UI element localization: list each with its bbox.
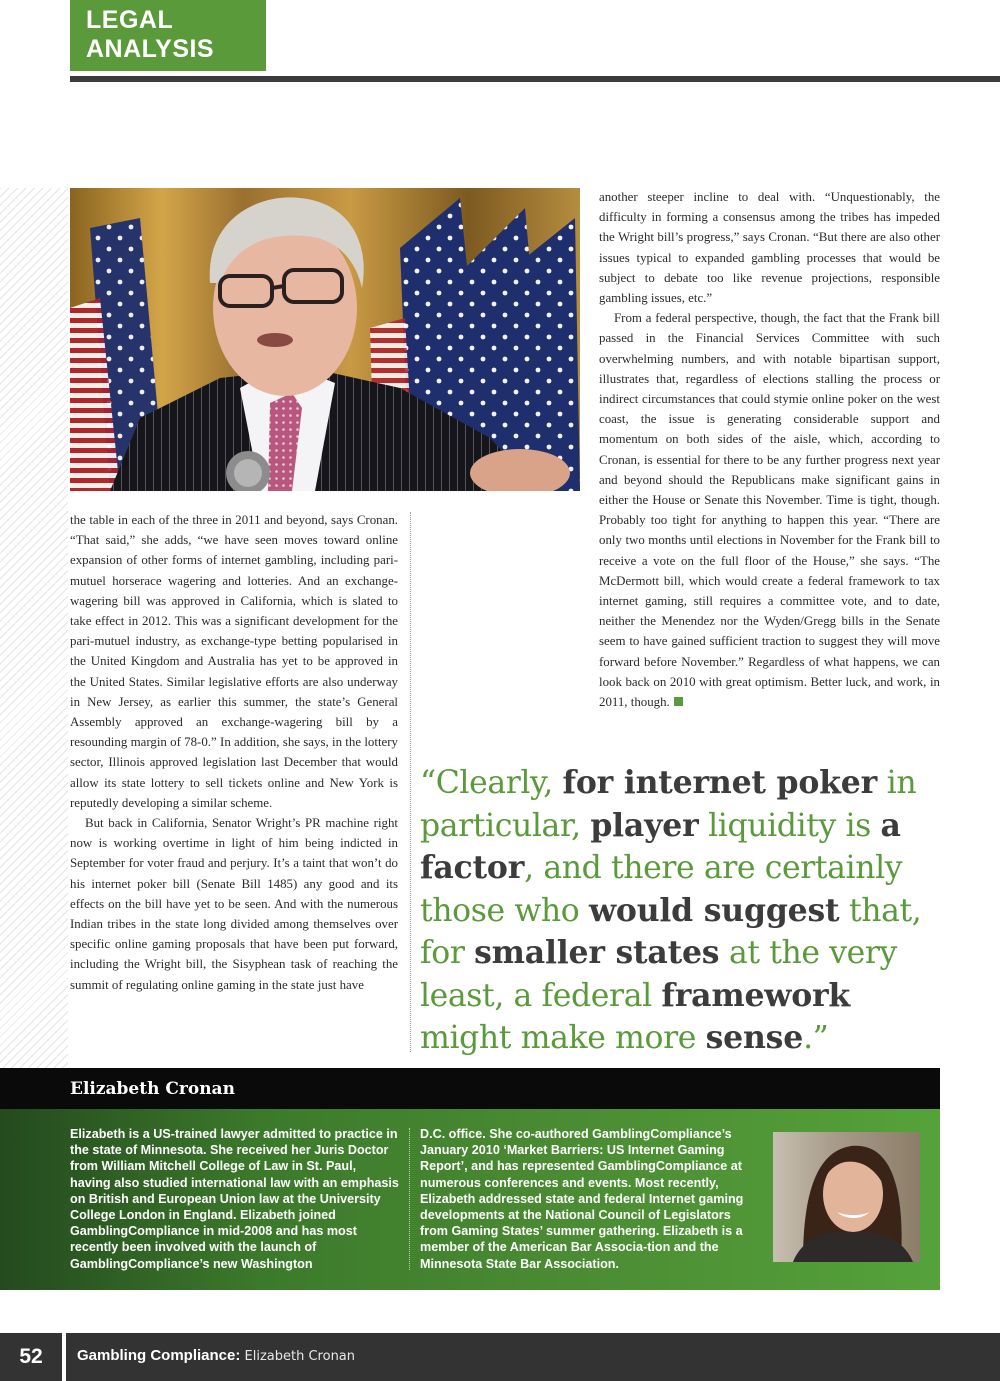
- column-divider: [410, 512, 411, 1052]
- author-portrait: [773, 1132, 920, 1262]
- article-column-right: [599, 187, 940, 712]
- pull-quote-emphasis: for internet poker: [562, 764, 878, 801]
- article-paragraph: another steeper incline to deal with. “Unquestionably, the difficulty in forming a consensus among the tribes has impeded the Wright bill’s progress,” says Cronan. “But there are also other issues typical to expanded gambling processes that would be subject to debate too like revenue projections, responsible gambling issues, etc.”: [599, 190, 940, 306]
- footer-separator: [62, 1333, 66, 1381]
- bio-text-left: Elizabeth is a US-trained lawyer admitted to practice in the state of Minnesota. She received her Juris Doctor from William Mitchell College of Law in St. Paul, having also studied international law with an emphasis on British and European Union law at the University College London in England. Elizabeth joined GamblingCompliance in mid-2008 and has most recently been involved with the launch of GamblingCompliance’s new Washington: [70, 1127, 399, 1271]
- pull-quote: [420, 762, 940, 1060]
- pull-quote-segment: , and there are certainly those who: [420, 850, 903, 929]
- hatched-margin-decoration: [0, 188, 68, 1068]
- pull-quote-emphasis: smaller states: [474, 934, 720, 971]
- footer-author: Elizabeth Cronan: [244, 1349, 356, 1364]
- pull-quote-segment: “Clearly,: [420, 765, 563, 801]
- pull-quote-emphasis: player: [590, 806, 699, 844]
- pull-quote-segment: liquidity is: [698, 807, 881, 844]
- pull-quote-segment: at the very least, a federal: [420, 935, 897, 1014]
- pull-quote-emphasis: framework: [661, 976, 851, 1014]
- pull-quote-emphasis: a factor: [420, 806, 901, 886]
- bio-name-heading: Elizabeth Cronan: [0, 1068, 940, 1109]
- pull-quote-segment: .”: [803, 1020, 829, 1056]
- article-paragraph: the table in each of the three in 2011 and beyond, says Cronan. “That said,” she adds, “we have seen moves toward online expansion of other forms of internet gambling, including pari-mutuel horserace wagering and lotteries. And an exchange-wagering bill was approved in California, which is slated to take effect in 2012. This was a significant development for the pari-mutuel industry, as exchange-type betting popularised in the United Kingdom and Australia has yet to be approved in the United States. Similar legislative efforts are also underway in New Jersey, as earlier this summer, the state’s General Assembly approved an exchange-wagering bill by a resounding margin of 78-0.” In addition, she says, in the lottery sector, Illinois approved legislation last December that would allow its state lottery to sell tickets online and New York is reputedly developing a similar scheme.: [70, 513, 398, 810]
- article-photo: [70, 188, 580, 491]
- pull-quote-emphasis: would suggest: [588, 891, 840, 929]
- article-photo-illustration: [70, 188, 580, 491]
- article-paragraph: But back in California, Senator Wright’s PR machine right now is working overtime in light of him being indicted in September for voter fraud and perjury. It’s a taint that won’t do his internet poker bill (Senate Bill 1485) any good and its effects on the bill have yet to be seen. And with the numerous Indian tribes in the state long divided among themselves over specific online gaming proposals that have been put forward, including the Wright bill, the Sisyphean task of reaching the summit of regulating online gaming in the state just have: [70, 816, 398, 992]
- article-paragraph-text: From a federal perspective, though, the fact that the Frank bill passed in the Financial Services Committee with such overwhelming numbers, and with notable bipartisan support, illustrates that, regardless of elections stalling the process or indirect circumstances that could stymie online poker on the west coast, the issue is generating considerable support and momentum on both sides of the aisle, which, according to Cronan, is essential for there to be any further progress next year and beyond should the Republicans make significant gains in either the House or Senate this November. Time is tight, though. Probably too tight for anything to happen this year. “There are only two months until elections in November for the Frank bill to receive a vote on the full floor of the House,” she says. “The McDermott bill, which would create a federal framework to tax internet gaming, still requires a committee vote, and to date, neither the Menendez nor the Wyden/Gregg bills in the Senate seem to have gained sufficient traction to suggest they will move forward before November.” Regardless of what happens, we can look back on 2010 with great optimism. Better luck, and work, in 2011, though.: [599, 311, 940, 710]
- section-label: LEGAL ANALYSIS: [70, 0, 266, 71]
- article-column-left: [70, 510, 398, 995]
- bio-text-right: D.C. office. She co-authored GamblingCompliance’s January 2010 ‘Market Barriers: US Internet Gaming Report’, and has represented GamblingCompliance at numerous conferences and events. Most recently, Elizabeth addressed state and federal Internet gaming developments at the National Council of Legislators from Gaming States’ summer gathering. Elizabeth is a member of the American Bar Associa-tion and the Minnesota State Bar Association.: [420, 1127, 744, 1271]
- end-mark-square-icon: [674, 697, 683, 706]
- footer-publication: Gambling Compliance:: [77, 1347, 241, 1364]
- footer-running-title: [77, 1347, 355, 1364]
- pull-quote-segment: that, for: [420, 892, 922, 971]
- pull-quote-segment: in particular,: [420, 765, 917, 844]
- author-portrait-illustration: [773, 1132, 920, 1262]
- header-rule: [70, 76, 1000, 82]
- pull-quote-segment: might make more: [420, 1020, 706, 1056]
- pull-quote-emphasis: sense: [705, 1019, 804, 1056]
- bio-column-divider: [409, 1128, 410, 1270]
- article-paragraph: [599, 308, 940, 712]
- page-number: 52: [19, 1345, 43, 1368]
